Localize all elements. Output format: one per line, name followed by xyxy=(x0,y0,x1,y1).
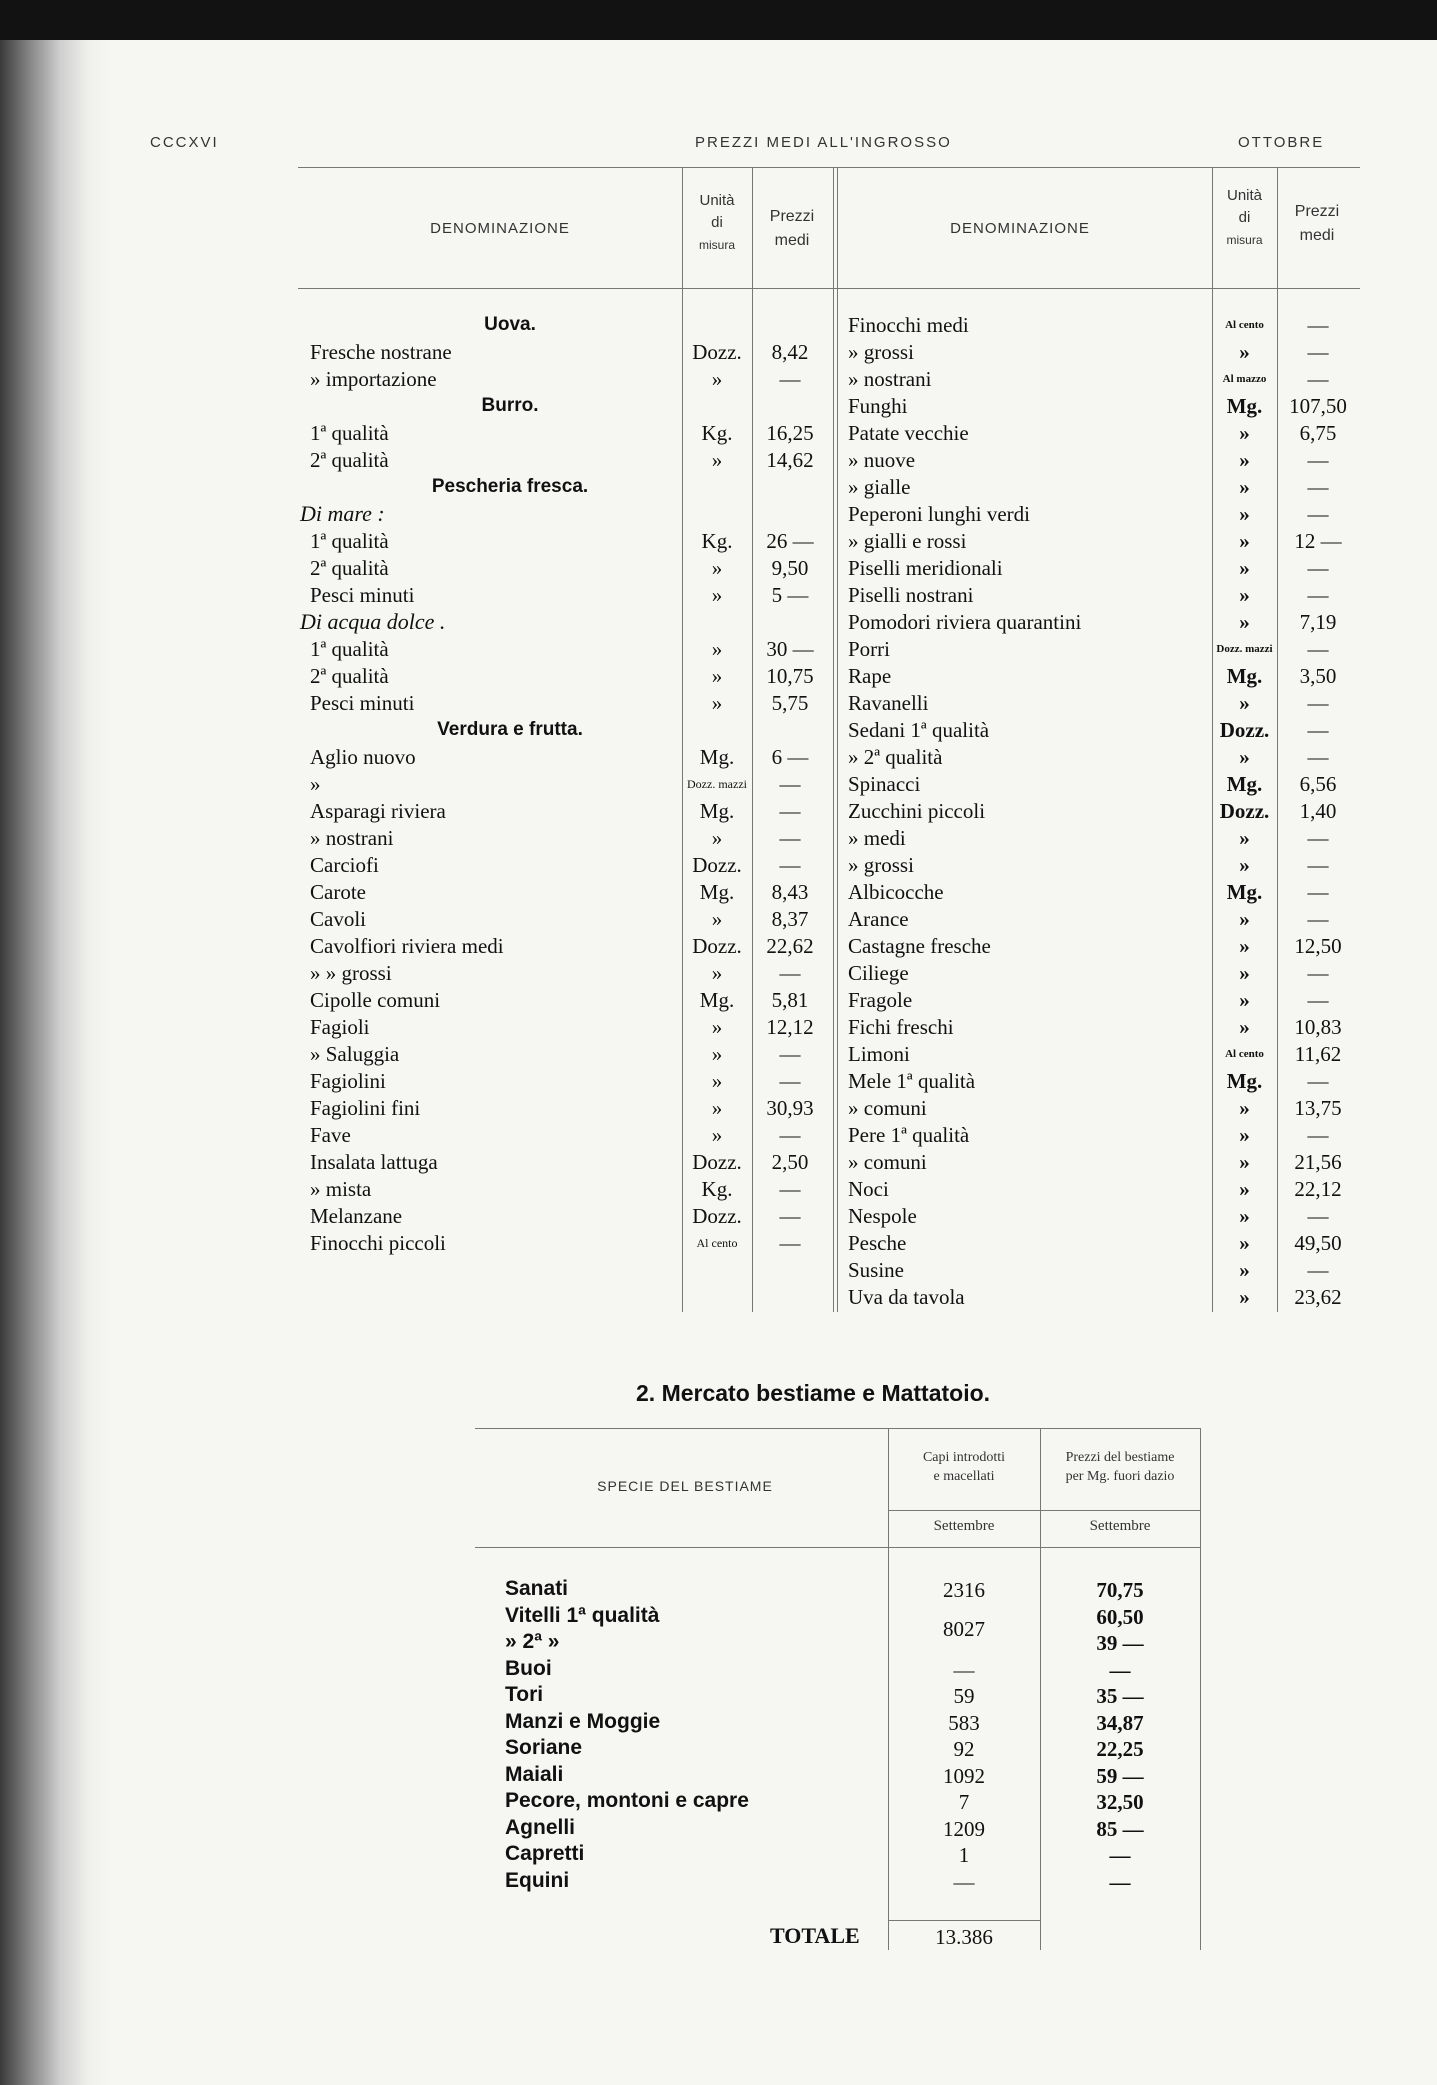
table1-rule-center xyxy=(833,167,834,1312)
item-unit: Dozz. xyxy=(692,934,742,958)
item-unit: » xyxy=(711,556,723,580)
item-price: — xyxy=(1307,691,1329,715)
item-name: Pesci minuti xyxy=(310,691,415,715)
item-price: 13,75 xyxy=(1294,1096,1342,1120)
item-unit: » xyxy=(711,448,723,472)
item-name: Spinacci xyxy=(848,772,921,796)
item-price: — xyxy=(779,853,801,877)
th-unita-line2: di xyxy=(711,214,723,231)
item-unit: » xyxy=(711,907,723,931)
species-name: Agnelli xyxy=(505,1816,576,1839)
item-name: Peperoni lunghi verdi xyxy=(848,502,1030,526)
item-name: Albicocche xyxy=(848,880,944,904)
item-price: — xyxy=(1307,637,1329,661)
species-price: — xyxy=(1109,1843,1131,1867)
item-price: 26 — xyxy=(766,529,814,553)
item-unit: » xyxy=(711,1096,723,1120)
item-name: Aglio nuovo xyxy=(310,745,416,769)
item-name: 1ª qualità xyxy=(310,421,389,445)
item-name: Arance xyxy=(848,907,909,931)
item-unit: » xyxy=(1239,1150,1250,1174)
item-name: » nostrani xyxy=(310,826,394,850)
th-specie: SPECIE DEL BESTIAME xyxy=(597,1478,773,1494)
item-name: Cavoli xyxy=(310,907,366,931)
table1-top-rule xyxy=(298,167,1360,168)
item-name: Fichi freschi xyxy=(848,1015,954,1039)
item-name: Patate vecchie xyxy=(848,421,969,445)
species-price: 59 — xyxy=(1096,1764,1144,1788)
item-name: Fagioli xyxy=(310,1015,370,1039)
item-name: Finocchi piccoli xyxy=(310,1231,446,1255)
item-name: Uva da tavola xyxy=(848,1285,965,1309)
item-name: Pesche xyxy=(848,1231,907,1255)
item-unit: » xyxy=(711,583,723,607)
species-capi: 583 xyxy=(948,1711,980,1735)
item-price: — xyxy=(779,1123,801,1147)
item-price: — xyxy=(1307,1123,1329,1147)
section-heading: Pescheria fresca. xyxy=(431,476,589,497)
scan-top-border xyxy=(0,0,1437,42)
item-price: 21,56 xyxy=(1294,1150,1342,1174)
item-name: Sedani 1ª qualità xyxy=(848,718,990,742)
item-unit: » xyxy=(711,367,723,391)
item-price: — xyxy=(1307,718,1329,742)
item-unit: » xyxy=(1239,529,1250,553)
item-name: Castagne fresche xyxy=(848,934,991,958)
item-name: 1ª qualità xyxy=(310,637,389,661)
th-denominazione-right: DENOMINAZIONE xyxy=(950,220,1090,237)
item-unit: Dozz. mazzi xyxy=(1216,643,1273,655)
species-capi: 8027 xyxy=(943,1617,985,1641)
item-price: — xyxy=(779,1042,801,1066)
item-unit: » xyxy=(711,961,723,985)
species-price: 85 — xyxy=(1096,1817,1144,1841)
th-unita-left xyxy=(682,190,752,256)
item-price: — xyxy=(779,1231,801,1255)
item-unit: » xyxy=(711,1015,723,1039)
item-name: » comuni xyxy=(848,1096,927,1120)
item-price: 5,81 xyxy=(771,988,809,1012)
item-unit: Mg. xyxy=(1226,394,1263,418)
species-price: 70,75 xyxy=(1096,1578,1144,1602)
item-price: 49,50 xyxy=(1294,1231,1342,1255)
item-unit: » xyxy=(1239,556,1250,580)
item-unit: » xyxy=(711,637,723,661)
th-unita-line3: misura xyxy=(698,238,735,252)
item-name: » medi xyxy=(848,826,906,850)
item-unit: » xyxy=(1239,907,1250,931)
item-price: 11,62 xyxy=(1294,1042,1342,1066)
item-price: 14,62 xyxy=(766,448,814,472)
item-name: Fave xyxy=(310,1123,351,1147)
item-unit: » xyxy=(1239,745,1250,769)
item-unit: Dozz. xyxy=(692,1204,742,1228)
item-unit: Dozz. xyxy=(692,853,742,877)
item-price: — xyxy=(1307,988,1329,1012)
item-name: Piselli meridionali xyxy=(848,556,1003,580)
item-unit: » xyxy=(1239,475,1250,499)
item-price: 23,62 xyxy=(1294,1285,1342,1309)
item-price: 8,42 xyxy=(771,340,809,364)
item-price: 107,50 xyxy=(1289,394,1347,418)
item-price: 12 — xyxy=(1294,529,1342,553)
item-name: Noci xyxy=(848,1177,889,1201)
item-unit: » xyxy=(1239,1231,1250,1255)
species-name: Sanati xyxy=(505,1577,569,1600)
th-denominazione-left: DENOMINAZIONE xyxy=(430,220,570,237)
item-price: — xyxy=(1307,1258,1329,1282)
item-unit: Dozz. xyxy=(1219,718,1270,742)
species-capi: — xyxy=(953,1870,975,1894)
item-price: — xyxy=(1307,583,1329,607)
species-name: Capretti xyxy=(505,1842,585,1865)
species-capi: 59 xyxy=(953,1684,975,1708)
item-unit: Dozz. xyxy=(692,1150,742,1174)
item-price: — xyxy=(779,772,801,796)
th-unita-line1: Unità xyxy=(699,192,735,209)
item-name: 1ª qualità xyxy=(310,529,389,553)
th-unita-line2: di xyxy=(1238,209,1251,226)
item-price: 8,37 xyxy=(771,907,809,931)
item-price: — xyxy=(779,1069,801,1093)
item-price: — xyxy=(1307,1204,1329,1228)
totale-label: TOTALE xyxy=(770,1923,860,1948)
item-name: Cavolfiori riviera medi xyxy=(310,934,504,958)
section-heading: Verdura e frutta. xyxy=(437,719,583,740)
item-price: 22,12 xyxy=(1294,1177,1342,1201)
th-prezzi-line2: medi xyxy=(774,232,810,249)
species-capi: 1092 xyxy=(943,1764,985,1788)
species-capi: 2316 xyxy=(943,1578,985,1602)
species-name: Maiali xyxy=(505,1763,564,1786)
item-unit: Dozz. mazzi xyxy=(687,777,747,791)
item-price: — xyxy=(1307,367,1329,391)
species-capi: — xyxy=(953,1658,975,1682)
item-name: Pomodori riviera quarantini xyxy=(848,610,1082,634)
item-name: » nostrani xyxy=(848,367,932,391)
item-unit: » xyxy=(1239,934,1250,958)
table2-total-rule xyxy=(888,1920,1040,1921)
item-name: Melanzane xyxy=(310,1204,403,1228)
item-name: Carciofi xyxy=(310,853,379,877)
item-unit: » xyxy=(1239,853,1250,877)
item-price: 12,12 xyxy=(766,1015,814,1039)
item-name: » gialle xyxy=(848,475,911,499)
th-prezzi-line1: Prezzi xyxy=(769,208,815,225)
item-unit: Al cento xyxy=(696,1236,738,1250)
section-heading: Uova. xyxy=(484,314,536,335)
table2-title: 2. Mercato bestiame e Mattatoio. xyxy=(636,1380,991,1406)
item-price: — xyxy=(1307,745,1329,769)
item-unit: » xyxy=(711,691,723,715)
item-unit: Al mazzo xyxy=(1222,373,1267,385)
subsection-heading: Di acqua dolce . xyxy=(300,609,446,634)
page-number: CCCXVI xyxy=(150,134,219,151)
item-price: — xyxy=(1307,826,1329,850)
running-title: PREZZI MEDI ALL'INGROSSO xyxy=(695,134,952,151)
species-price: 39 — xyxy=(1096,1631,1144,1655)
item-unit: Dozz. xyxy=(692,340,742,364)
item-price: 16,25 xyxy=(766,421,814,445)
item-name: Fresche nostrane xyxy=(310,340,452,364)
th-month-prezzi: Settembre xyxy=(1089,1518,1151,1534)
item-name: 2ª qualità xyxy=(310,556,389,580)
item-unit: » xyxy=(1239,691,1250,715)
species-name: Soriane xyxy=(505,1736,583,1759)
item-price: 12,50 xyxy=(1294,934,1342,958)
item-price: — xyxy=(779,826,801,850)
item-unit: Mg. xyxy=(1226,880,1263,904)
species-name: Buoi xyxy=(505,1657,552,1680)
item-name: » » grossi xyxy=(310,961,392,985)
item-unit: Mg. xyxy=(1226,664,1263,688)
item-name: Carote xyxy=(310,880,366,904)
item-unit: Mg. xyxy=(699,745,735,769)
item-name: 2ª qualità xyxy=(310,664,389,688)
item-unit: » xyxy=(1239,502,1250,526)
th-unita-line3: misura xyxy=(1226,233,1263,247)
item-unit: Mg. xyxy=(699,799,735,823)
item-price: 5,75 xyxy=(771,691,809,715)
item-unit: » xyxy=(1239,610,1250,634)
item-price: 30 — xyxy=(766,637,814,661)
month-label: OTTOBRE xyxy=(1238,134,1325,151)
item-name: Asparagi riviera xyxy=(310,799,446,823)
item-unit: » xyxy=(1239,1204,1250,1228)
item-unit: Al cento xyxy=(1225,319,1264,331)
th-prezzi-right xyxy=(1277,200,1357,248)
item-price: — xyxy=(1307,880,1329,904)
th-capi-line2: e macellati xyxy=(933,1469,995,1484)
item-name: Susine xyxy=(848,1258,905,1282)
item-unit: Al cento xyxy=(1225,1048,1264,1060)
th-prezzi-bestiame-line1: Prezzi del bestiame xyxy=(1065,1450,1175,1465)
item-unit: Mg. xyxy=(1226,772,1263,796)
section-heading: Burro. xyxy=(481,395,539,416)
item-unit: Mg. xyxy=(1226,1069,1263,1093)
item-price: — xyxy=(1307,313,1329,337)
item-name: » grossi xyxy=(848,340,914,364)
species-name: » 2ª » xyxy=(505,1630,560,1653)
th-prezzi-left xyxy=(752,205,832,253)
item-unit: » xyxy=(1239,988,1250,1012)
item-price: 30,93 xyxy=(766,1096,814,1120)
item-price: — xyxy=(779,367,801,391)
item-price: 22,62 xyxy=(766,934,814,958)
item-price: — xyxy=(1307,961,1329,985)
item-unit: Mg. xyxy=(699,880,735,904)
item-name: Pesci minuti xyxy=(310,583,415,607)
item-unit: Mg. xyxy=(699,988,735,1012)
item-unit: » xyxy=(1239,340,1250,364)
species-price: 60,50 xyxy=(1096,1605,1144,1629)
item-unit: » xyxy=(1239,448,1250,472)
table1-header-rule xyxy=(298,288,1360,289)
item-name: Insalata lattuga xyxy=(310,1150,438,1174)
item-unit: » xyxy=(1239,421,1250,445)
item-price: 8,43 xyxy=(771,880,809,904)
item-price: 10,75 xyxy=(766,664,814,688)
item-name: Porri xyxy=(848,637,890,661)
species-price: 35 — xyxy=(1096,1684,1144,1708)
item-name: » xyxy=(310,772,321,796)
th-prezzi-bestiame xyxy=(1040,1448,1200,1486)
species-name: Tori xyxy=(505,1683,544,1706)
totale-value: 13.386 xyxy=(935,1925,993,1949)
item-price: 10,83 xyxy=(1294,1015,1342,1039)
item-name: Fagiolini xyxy=(310,1069,386,1093)
th-unita-right xyxy=(1212,185,1277,251)
species-name: Manzi e Moggie xyxy=(505,1710,661,1733)
th-prezzi-line1: Prezzi xyxy=(1294,203,1340,220)
item-name: Ciliege xyxy=(848,961,909,985)
item-name: » mista xyxy=(310,1177,372,1201)
item-price: — xyxy=(779,1204,801,1228)
species-price: 34,87 xyxy=(1096,1711,1144,1735)
item-unit: » xyxy=(711,1123,723,1147)
item-unit: » xyxy=(1239,1285,1250,1309)
item-price: 7,19 xyxy=(1299,610,1337,634)
item-name: Fragole xyxy=(848,988,913,1012)
species-name: Equini xyxy=(505,1869,570,1892)
subsection-heading: Di mare : xyxy=(300,501,385,526)
item-name: » grossi xyxy=(848,853,914,877)
item-name: Finocchi medi xyxy=(848,313,969,337)
th-month-capi: Settembre xyxy=(933,1518,995,1534)
item-name: Pere 1ª qualità xyxy=(848,1123,970,1147)
th-capi xyxy=(888,1448,1040,1486)
item-price: — xyxy=(1307,853,1329,877)
item-price: — xyxy=(779,1177,801,1201)
item-name: Funghi xyxy=(848,394,908,418)
item-price: — xyxy=(779,961,801,985)
item-price: — xyxy=(1307,475,1329,499)
item-price: — xyxy=(1307,448,1329,472)
item-unit: » xyxy=(711,826,723,850)
species-price: 32,50 xyxy=(1096,1790,1144,1814)
item-name: » comuni xyxy=(848,1150,927,1174)
item-price: 2,50 xyxy=(771,1150,809,1174)
item-name: » importazione xyxy=(310,367,437,391)
species-capi: 1 xyxy=(958,1843,970,1867)
item-unit: Dozz. xyxy=(1219,799,1270,823)
item-price: — xyxy=(1307,556,1329,580)
item-name: » 2ª qualità xyxy=(848,745,943,769)
species-capi: 1209 xyxy=(943,1817,985,1841)
table2-header-rule xyxy=(475,1547,1201,1548)
item-unit: » xyxy=(1239,1015,1250,1039)
species-name: Pecore, montoni e capre xyxy=(505,1789,749,1812)
item-name: Nespole xyxy=(848,1204,917,1228)
item-name: 2ª qualità xyxy=(310,448,389,472)
item-name: Rape xyxy=(848,664,892,688)
item-name: Piselli nostrani xyxy=(848,583,974,607)
item-price: — xyxy=(1307,340,1329,364)
item-unit: » xyxy=(711,664,723,688)
item-name: Ravanelli xyxy=(848,691,929,715)
species-name: Vitelli 1ª qualità xyxy=(505,1604,660,1627)
item-unit: » xyxy=(1239,961,1250,985)
item-price: — xyxy=(1307,502,1329,526)
table2-subheader-rule xyxy=(888,1510,1200,1511)
item-unit: Kg. xyxy=(701,1177,733,1201)
species-price: — xyxy=(1109,1870,1131,1894)
item-price: 1,40 xyxy=(1299,799,1337,823)
item-name: Fagiolini fini xyxy=(310,1096,421,1120)
table2-top-rule xyxy=(475,1428,1201,1429)
species-price: — xyxy=(1109,1658,1131,1682)
species-capi: 92 xyxy=(953,1737,975,1761)
binding-shadow xyxy=(0,40,110,2085)
item-price: 6,75 xyxy=(1299,421,1337,445)
item-unit: » xyxy=(1239,826,1250,850)
item-name: Mele 1ª qualità xyxy=(848,1069,976,1093)
item-unit: Kg. xyxy=(701,421,733,445)
item-price: 3,50 xyxy=(1299,664,1337,688)
item-price: — xyxy=(779,799,801,823)
item-unit: » xyxy=(1239,1258,1250,1282)
item-unit: » xyxy=(1239,1177,1250,1201)
th-capi-line1: Capi introdotti xyxy=(922,1450,1006,1465)
th-prezzi-bestiame-line2: per Mg. fuori dazio xyxy=(1065,1469,1175,1484)
item-price: 6,56 xyxy=(1299,772,1337,796)
table2-rule-right xyxy=(1200,1428,1201,1950)
item-price: 5 — xyxy=(771,583,809,607)
item-price: — xyxy=(1307,1069,1329,1093)
species-capi: 7 xyxy=(958,1790,970,1814)
item-unit: » xyxy=(711,1069,723,1093)
item-name: Limoni xyxy=(848,1042,910,1066)
item-unit: Kg. xyxy=(701,529,733,553)
species-price: 22,25 xyxy=(1096,1737,1144,1761)
item-name: » gialli e rossi xyxy=(848,529,967,553)
item-unit: » xyxy=(1239,1096,1250,1120)
item-price: 9,50 xyxy=(771,556,809,580)
item-name: » Saluggia xyxy=(310,1042,400,1066)
item-name: Zucchini piccoli xyxy=(848,799,986,823)
item-unit: » xyxy=(1239,583,1250,607)
th-prezzi-line2: medi xyxy=(1299,227,1335,244)
th-unita-line1: Unità xyxy=(1226,187,1263,204)
item-price: — xyxy=(1307,907,1329,931)
item-unit: » xyxy=(711,1042,723,1066)
table1-rule-center-2 xyxy=(837,167,838,1312)
item-unit: » xyxy=(1239,1123,1250,1147)
item-price: 6 — xyxy=(771,745,809,769)
item-name: » nuove xyxy=(848,448,916,472)
item-name: Cipolle comuni xyxy=(310,988,441,1012)
